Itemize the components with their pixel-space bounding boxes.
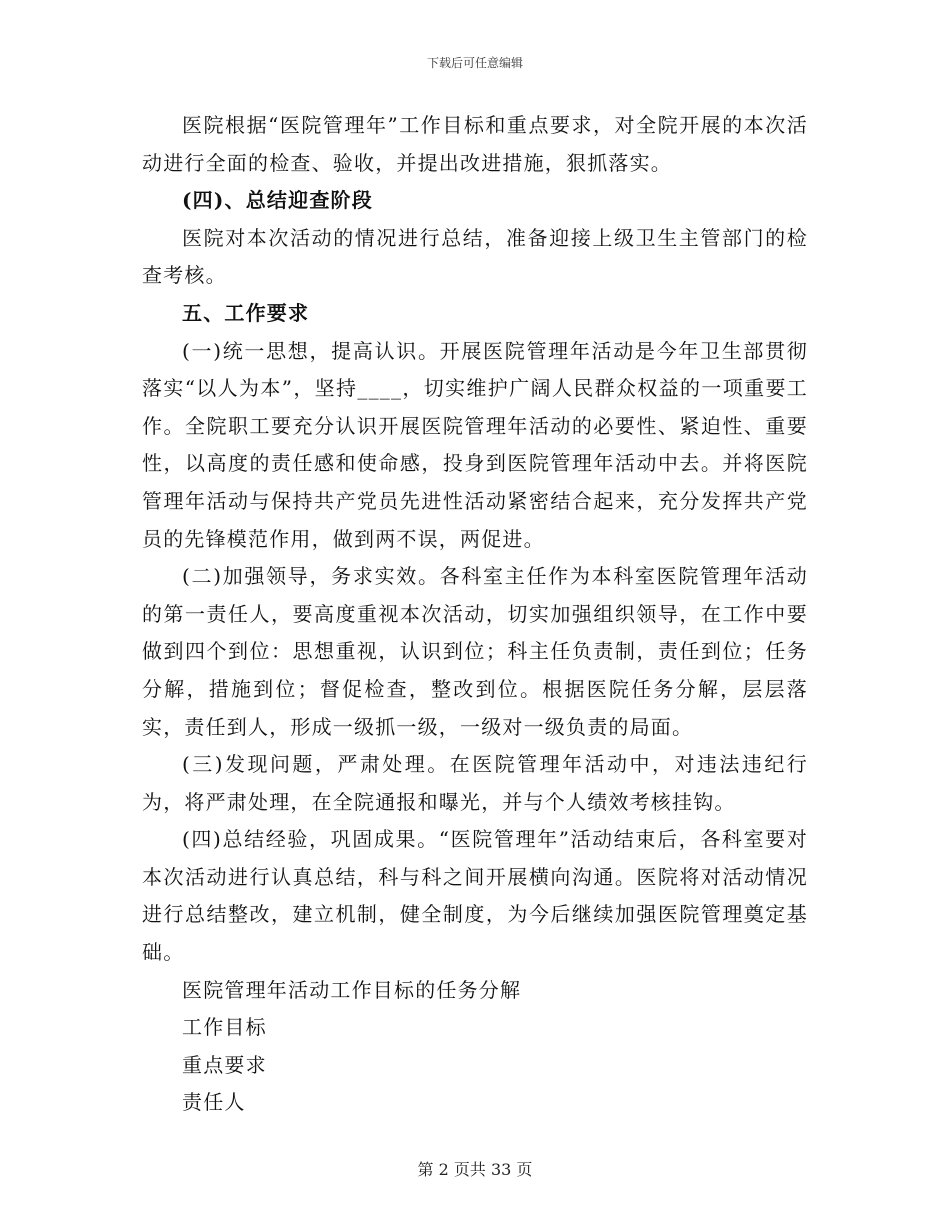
label-responsible-person: 责任人: [182, 1090, 246, 1115]
label-key-requirements: 重点要求: [182, 1052, 267, 1077]
paragraph-requirement-1: (一)统一思想，提高认识。开展医院管理年活动是今年卫生部贯彻落实“以人为本”，坚持____，切实维护广阔人民群众权益的一项重要工作。全院职工要充分认识开展医院管理年活动的必要性、紧迫性、重要性，以高度的责任感和使命感，投身到医院管理年活动中去。并将医院管理年活动与保持共产党员先进性活动紧密结合起来，充分发挥共产党员的先锋模范作用，做到两不误，两促进。: [142, 338, 808, 551]
label-work-target: 工作目标: [182, 1015, 267, 1040]
task-breakdown-title: 医院管理年活动工作目标的任务分解: [182, 977, 522, 1002]
page-header: 下载后可任意编辑: [426, 56, 523, 70]
page-footer: 第 2 页共 33 页: [417, 1160, 533, 1179]
paragraph-summary: 医院对本次活动的情况进行总结，准备迎接上级卫生主管部门的检查考核。: [142, 225, 808, 288]
paragraph-inspection: 医院根据“医院管理年”工作目标和重点要求，对全院开展的本次活动进行全面的检查、验收，并提出改进措施，狠抓落实。: [142, 113, 808, 175]
paragraph-requirement-2: (二)加强领导，务求实效。各科室主任作为本科室医院管理年活动的第一责任人，要高度重视本次活动，切实加强组织领导，在工作中要做到四个到位：思想重视，认识到位；科主任负责制，责任到位；任务分解，措施到位；督促检查，整改到位。根据医院任务分解，层层落实，责任到人，形成一级抓一级，一级对一级负责的局面。: [142, 564, 808, 739]
section-heading-work-requirements: 五、工作要求: [182, 300, 310, 325]
document-body: [142, 107, 808, 1122]
paragraph-requirement-4: (四)总结经验，巩固成果。“医院管理年”活动结束后，各科室要对本次活动进行认真总结，科与科之间开展横向沟通。医院将对活动情况进行总结整改，建立机制，健全制度，为今后继续加强医院管理奠定基础。: [142, 827, 808, 965]
paragraph-requirement-3: (三)发现问题，严肃处理。在医院管理年活动中，对违法违纪行为，将严肃处理，在全院通报和曝光，并与个人绩效考核挂钩。: [142, 752, 808, 814]
section-heading-summary-stage: (四)、总结迎查阶段: [182, 188, 373, 213]
